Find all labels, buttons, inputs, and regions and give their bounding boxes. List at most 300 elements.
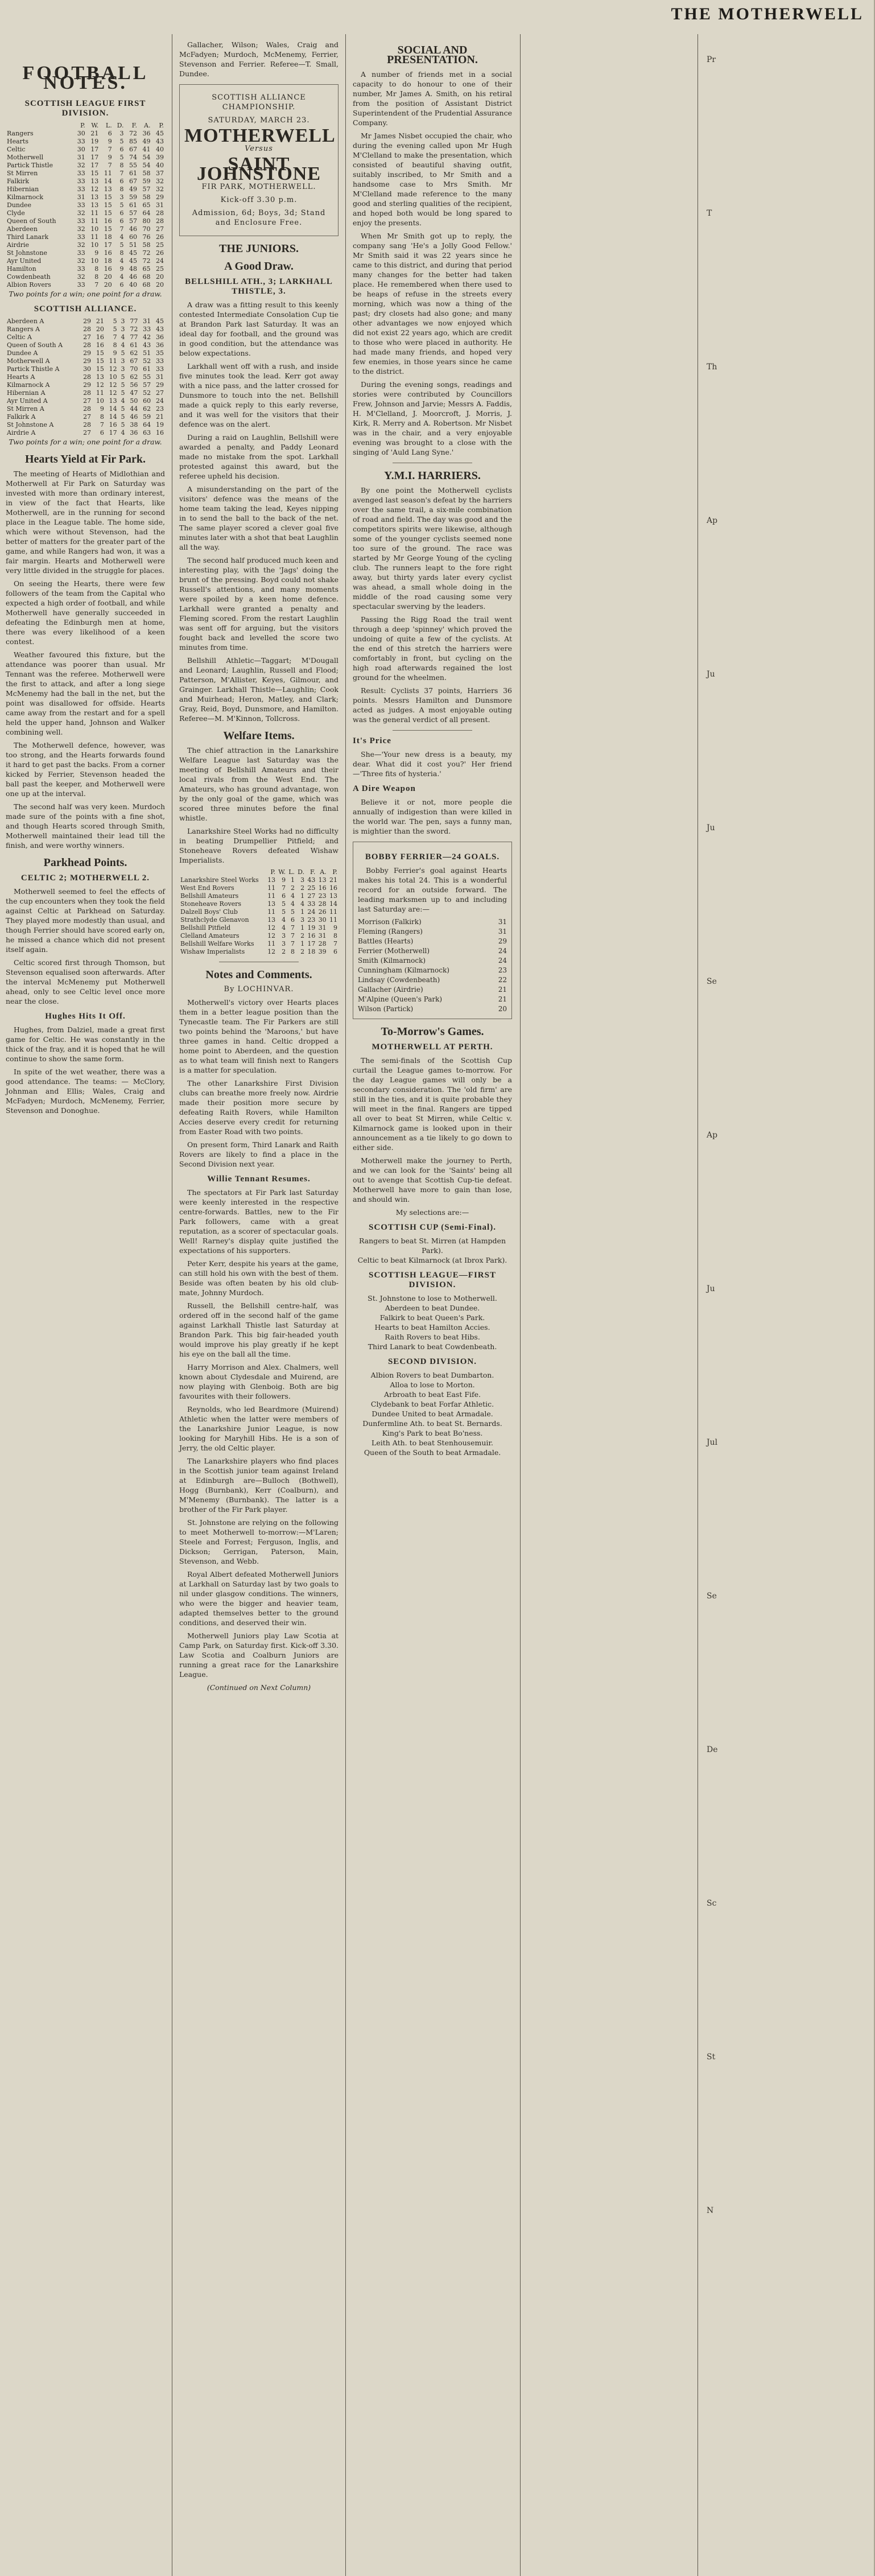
table-header-cell: D. bbox=[117, 122, 124, 129]
scorer-row bbox=[358, 1004, 507, 1014]
selection-line: Rangers to beat St. Mirren (at Hampden Park). bbox=[358, 1237, 506, 1255]
table-cell: 29 bbox=[156, 381, 164, 389]
table-cell: 80 bbox=[142, 217, 151, 225]
table-row bbox=[6, 389, 165, 397]
paragraph: St. Johnstone are relying on the following to meet Motherwell to-morrow:—M'Laren; Steele and Forrest; Ferguson, Inglis, and Dickson; Gerrigan, Paterson, Main, Stevenson, and Webb. bbox=[179, 1518, 339, 1565]
table-cell: 18 bbox=[104, 257, 112, 265]
tennant-heading: Willie Tennant Resumes. bbox=[207, 1174, 311, 1184]
table-cell: 61 bbox=[129, 170, 137, 177]
table-cell: 16 bbox=[104, 249, 112, 257]
table-cell: 62 bbox=[130, 373, 138, 381]
table-row bbox=[6, 357, 165, 365]
table-cell: 8 bbox=[100, 413, 104, 421]
alliance-table bbox=[6, 318, 165, 437]
table-cell: 29 bbox=[83, 318, 92, 325]
table-cell: 8 bbox=[94, 273, 99, 281]
table-cell: St Johnstone A bbox=[7, 421, 54, 428]
table-cell: 36 bbox=[142, 130, 151, 137]
table-cell: 43 bbox=[307, 876, 316, 884]
paragraph: The chief attraction in the Lanarkshire Welfare League last Saturday was the meeting of Bellshill Amateurs and their local rivals from the West End. The Amateurs, who has ground advantage, won by the only goal of the game, which was scored three minutes before the final whistle. bbox=[179, 746, 339, 822]
table-cell: 57 bbox=[129, 217, 137, 225]
scorer-name: Fleming (Rangers) bbox=[358, 928, 423, 935]
table-cell: 19 bbox=[307, 924, 316, 932]
table-cell: 33 bbox=[77, 201, 85, 209]
table-cell: 19 bbox=[90, 138, 99, 145]
column-rule bbox=[697, 34, 698, 2576]
table-cell: 33 bbox=[77, 170, 85, 177]
paragraph: A draw was a fitting result to this keenly contested Intermediate Consolation Cup tie at Brandon Park last Saturday. It was an ideal day for football, and the ground was in good condition, but the attendance was below expectations. bbox=[179, 300, 339, 357]
table-cell: 7 bbox=[108, 162, 112, 169]
alliance-points-note: Two points for a win; one point for a draw. bbox=[9, 438, 162, 446]
quip1-text: She—'Your new dress is a beauty, my dear. What did it cost you?' Her friend—'Three fits of hysteria.' bbox=[353, 750, 512, 778]
table-cell: 26 bbox=[318, 908, 327, 916]
scorer-goals: 29 bbox=[498, 937, 507, 945]
table-cell: 28 bbox=[83, 341, 92, 349]
scorer-row bbox=[358, 927, 507, 937]
table-row bbox=[6, 138, 165, 146]
table-cell: 24 bbox=[307, 908, 316, 916]
scorer-name: M'Alpine (Queen's Park) bbox=[358, 995, 443, 1003]
continued-note: (Continued on Next Column) bbox=[207, 1683, 311, 1692]
social-body bbox=[353, 69, 512, 457]
table-row bbox=[6, 405, 165, 413]
table-cell: 6 bbox=[119, 146, 124, 153]
table-row bbox=[6, 349, 165, 357]
table-cell: 11 bbox=[104, 170, 112, 177]
table-cell: 32 bbox=[77, 257, 85, 265]
table-row bbox=[6, 217, 165, 225]
table-cell: 29 bbox=[83, 357, 92, 365]
table-cell: 9 bbox=[108, 138, 112, 145]
table-cell: Celtic A bbox=[7, 333, 32, 341]
table-cell: 33 bbox=[307, 900, 316, 908]
margin-fragment: Se bbox=[707, 1592, 717, 1601]
table-cell: 40 bbox=[156, 146, 164, 153]
table-cell: 14 bbox=[109, 413, 117, 421]
table-cell: 11 bbox=[96, 389, 104, 397]
table-row bbox=[6, 381, 165, 389]
table-cell: 28 bbox=[318, 900, 327, 908]
parkhead-points-body bbox=[6, 887, 165, 1006]
paragraph: A misunderstanding on the part of the visitors' defence was the means of the home team taking the lead, Keyes nipping in to send the ball to the back of the net. The same player scored a clever goal five minutes later with a shot that beat Laughlin all the way. bbox=[179, 485, 339, 551]
away-team: SAINT JOHNSTONE bbox=[196, 154, 321, 184]
table-cell: 17 bbox=[104, 241, 112, 249]
table-cell: 13 bbox=[104, 186, 112, 193]
admission-prices: Admission, 6d; Boys, 3d; Stand and Enclosure Free. bbox=[192, 209, 326, 227]
table-cell: 10 bbox=[90, 257, 99, 265]
table-cell: 43 bbox=[156, 325, 164, 333]
table-header-cell: F. bbox=[131, 122, 137, 129]
quip2-text: Believe it or not, more people die annually of indigestion than were killed in the world war. The pen, says a funny man, is mightier than the sword. bbox=[353, 798, 512, 835]
paragraph: Lanarkshire Steel Works had no difficulty in beating Drumpellier Pitfield; and Stoneheave Rovers defeated Wishaw Imperialists. bbox=[179, 827, 339, 864]
table-cell: Ayr United A bbox=[7, 397, 48, 405]
table-cell: 31 bbox=[156, 201, 164, 209]
table-cell: 6 bbox=[291, 916, 295, 924]
table-cell: 17 bbox=[109, 429, 117, 436]
table-cell: 32 bbox=[156, 186, 164, 193]
table-cell: 7 bbox=[119, 225, 124, 233]
table-cell: Aberdeen bbox=[7, 225, 38, 233]
table-cell: St Mirren bbox=[7, 170, 38, 177]
table-cell: 57 bbox=[129, 209, 137, 217]
table-cell: 30 bbox=[83, 365, 92, 373]
table-cell: Hearts bbox=[7, 138, 28, 145]
scorer-name: Smith (Kilmarnock) bbox=[358, 957, 426, 965]
table-row bbox=[6, 146, 165, 154]
table-cell: 45 bbox=[156, 318, 164, 325]
selection-line: Hearts to beat Hamilton Accies. bbox=[374, 1323, 490, 1332]
table-cell: 6 bbox=[119, 281, 124, 288]
table-cell: 70 bbox=[142, 225, 151, 233]
table-cell: 23 bbox=[307, 916, 316, 924]
table-cell: 46 bbox=[129, 273, 137, 281]
table-cell: Albion Rovers bbox=[7, 281, 51, 288]
table-cell: 67 bbox=[129, 178, 137, 185]
paragraph: Motherwell Juniors play Law Scotia at Camp Park, on Saturday first. Kick-off 3.30. Law Scotia and Coalburn Juniors are running a great race for the Lanarkshire League. bbox=[179, 1631, 339, 1679]
table-cell: 31 bbox=[143, 318, 151, 325]
table-cell: 11 bbox=[90, 233, 99, 241]
table-cell: Falkirk bbox=[7, 178, 30, 185]
ymi-harriers-title: Y.M.I. HARRIERS. bbox=[384, 469, 481, 482]
table-row bbox=[179, 876, 339, 884]
table-cell: 13 bbox=[90, 201, 99, 209]
table-cell: 7 bbox=[333, 940, 337, 947]
table-cell: 20 bbox=[156, 281, 164, 288]
table-cell: 67 bbox=[129, 146, 137, 153]
table-cell: 20 bbox=[156, 273, 164, 281]
margin-fragment: St bbox=[707, 2052, 716, 2062]
table-cell: 27 bbox=[307, 892, 316, 900]
lineup-text: Gallacher, Wilson; Wales, Craig and McFadyen; Murdoch, McMenemy, Ferrier, Stevenson and Ferrier. Referee—T. Small, Dundee. bbox=[179, 40, 339, 78]
table-cell: 16 bbox=[156, 429, 164, 436]
table-cell: 72 bbox=[142, 257, 151, 265]
margin-fragment: Ju bbox=[707, 823, 715, 832]
paragraph: Celtic scored first through Thomson, but Stevenson equalised soon afterwards. After the interval McMenemy put Motherwell ahead, only to see Celtic level once more near the close. bbox=[6, 958, 165, 1005]
table-cell: 7 bbox=[108, 146, 112, 153]
scorer-row bbox=[358, 946, 507, 956]
table-cell: 16 bbox=[307, 932, 316, 939]
table-cell: 11 bbox=[109, 357, 117, 365]
selection-line: Falkirk to beat Queen's Park. bbox=[379, 1313, 485, 1322]
table-cell: 30 bbox=[318, 916, 327, 924]
table-cell: 17 bbox=[307, 940, 316, 947]
table-cell: 4 bbox=[121, 333, 125, 341]
table-cell: 14 bbox=[329, 900, 337, 908]
scorers-list bbox=[358, 917, 507, 1014]
table-cell: 32 bbox=[77, 273, 85, 281]
social-presentation-title: SOCIAL AND PRESENTATION. bbox=[387, 44, 478, 66]
table-cell: 33 bbox=[77, 249, 85, 257]
table-cell: 15 bbox=[104, 193, 112, 201]
paragraph: The meeting of Hearts of Midlothian and Motherwell at Fir Park on Saturday was invested with more than ordinary interest, in view of the fact that Hearts, like Motherwell, are in the running for second place in the League table. The home side, which were without Stevenson, had the better of matters for the greater part of the game, and while Rangers had won, it was a fair margin. Hearts and Motherwell were very little divided in the struggle for places. bbox=[6, 469, 165, 575]
welfare-table bbox=[179, 868, 339, 956]
paragraph: A number of friends met in a social capacity to do honour to one of their number, Mr James A. Smith, on his retiral from the position of Assistant District Superintendent of the Prudential Assurance Company. bbox=[353, 70, 512, 127]
notes-comments-title: Notes and Comments. bbox=[205, 968, 312, 981]
table-cell: 24 bbox=[156, 257, 164, 265]
table-cell: 16 bbox=[318, 884, 327, 892]
table-row bbox=[6, 265, 165, 273]
table-cell: 62 bbox=[143, 405, 151, 413]
table-row bbox=[6, 241, 165, 249]
table-cell: 45 bbox=[156, 130, 164, 137]
table-cell: 12 bbox=[109, 389, 117, 397]
table-header-cell: L. bbox=[105, 122, 112, 129]
table-cell: 20 bbox=[104, 273, 112, 281]
table-cell: 5 bbox=[282, 900, 286, 908]
table-cell: 59 bbox=[143, 413, 151, 421]
selection-line: St. Johnstone to lose to Motherwell. bbox=[368, 1294, 497, 1303]
table-cell: 31 bbox=[156, 373, 164, 381]
table-cell: Falkirk A bbox=[7, 413, 36, 421]
table-cell: 11 bbox=[267, 940, 276, 947]
selection-line: Aberdeen to beat Dundee. bbox=[385, 1304, 480, 1312]
margin-fragments bbox=[707, 28, 869, 2219]
table-cell: 4 bbox=[119, 233, 124, 241]
table-cell: 8 bbox=[113, 341, 117, 349]
table-cell: 5 bbox=[119, 201, 124, 209]
scorer-name: Lindsay (Cowdenbeath) bbox=[358, 976, 440, 984]
table-cell: 1 bbox=[291, 876, 295, 884]
selections-intro: My selections are:— bbox=[395, 1208, 469, 1217]
paragraph: Royal Albert defeated Motherwell Juniors at Larkhall on Saturday last by two goals to nil under glasgow conditions. The winners, who were the bigger and heavier team, adapted themselves better to the ground conditions, and deserved their win. bbox=[179, 1570, 339, 1627]
table-cell: West End Rovers bbox=[180, 884, 234, 892]
table-cell: 5 bbox=[121, 413, 125, 421]
table-cell: 7 bbox=[94, 281, 99, 288]
table-row bbox=[6, 201, 165, 209]
table-cell: 27 bbox=[83, 429, 92, 436]
table-cell: 29 bbox=[156, 193, 164, 201]
table-cell: 15 bbox=[96, 357, 104, 365]
table-cell: 45 bbox=[129, 249, 137, 257]
table-row bbox=[6, 130, 165, 138]
table-cell: 74 bbox=[129, 154, 137, 161]
table-cell: 4 bbox=[291, 900, 295, 908]
table-cell: 33 bbox=[77, 178, 85, 185]
table-cell: 9 bbox=[100, 405, 104, 413]
perth-heading: MOTHERWELL AT PERTH. bbox=[372, 1042, 493, 1052]
selection-line: Albion Rovers to beat Dumbarton. bbox=[370, 1371, 494, 1379]
table-cell: Motherwell A bbox=[7, 357, 50, 365]
table-cell: 16 bbox=[96, 341, 104, 349]
table-cell: 5 bbox=[291, 908, 295, 916]
juniors-title: THE JUNIORS. bbox=[218, 242, 299, 255]
table-row bbox=[179, 932, 339, 940]
table-cell: 13 bbox=[96, 373, 104, 381]
table-cell: 7 bbox=[291, 932, 295, 939]
fixture-date: SATURDAY, MARCH 23. bbox=[208, 116, 310, 125]
table-cell: 30 bbox=[77, 146, 85, 153]
table-cell: 54 bbox=[142, 162, 151, 169]
table-header-cell: P. bbox=[159, 122, 164, 129]
table-cell: Third Lanark bbox=[7, 233, 49, 241]
table-cell: 21 bbox=[329, 876, 337, 884]
cup-selections bbox=[353, 1236, 512, 1265]
table-cell: 58 bbox=[142, 241, 151, 249]
column-rule bbox=[345, 34, 346, 2576]
table-cell: 9 bbox=[282, 876, 286, 884]
table-cell: 6 bbox=[119, 178, 124, 185]
table-cell: 27 bbox=[83, 333, 92, 341]
notes-byline: By LOCHINVAR. bbox=[224, 985, 294, 994]
table-cell: 16 bbox=[104, 217, 112, 225]
notes-body bbox=[179, 998, 339, 1169]
scorer-goals: 31 bbox=[498, 928, 507, 935]
table-row bbox=[179, 892, 339, 900]
table-cell: 24 bbox=[156, 397, 164, 405]
table-row bbox=[6, 325, 165, 333]
table-cell: 16 bbox=[96, 333, 104, 341]
table-cell: 47 bbox=[130, 389, 138, 397]
ferrier-box bbox=[353, 842, 512, 1019]
table-cell: 13 bbox=[329, 892, 337, 900]
hearts-yield-title: Hearts Yield at Fir Park. bbox=[25, 453, 146, 465]
table-cell: 48 bbox=[129, 265, 137, 273]
second-division-selections bbox=[353, 1370, 512, 1457]
table-cell: 65 bbox=[142, 201, 151, 209]
table-cell: 25 bbox=[156, 265, 164, 273]
table-cell: 36 bbox=[156, 341, 164, 349]
table-cell: Hamilton bbox=[7, 265, 36, 273]
table-cell: 12 bbox=[90, 186, 99, 193]
table-cell: Ayr United bbox=[7, 257, 42, 265]
table-row bbox=[179, 940, 339, 948]
table-cell: St Johnstone bbox=[7, 249, 47, 257]
table-cell: 45 bbox=[129, 257, 137, 265]
table-cell: 70 bbox=[130, 365, 138, 373]
table-cell: 29 bbox=[83, 381, 92, 389]
table-cell: 42 bbox=[143, 333, 151, 341]
table-header-cell: F. bbox=[309, 868, 316, 876]
margin-fragment: T bbox=[707, 209, 712, 218]
margin-fragment: De bbox=[707, 1745, 718, 1754]
table-cell: 46 bbox=[130, 413, 138, 421]
table-cell: 11 bbox=[267, 908, 276, 916]
table-cell: 68 bbox=[142, 273, 151, 281]
table-cell: 4 bbox=[121, 341, 125, 349]
table-cell: 40 bbox=[156, 162, 164, 169]
paragraph: Mr James Nisbet occupied the chair, who during the evening called upon Mr Hugh M'Clelland to make the presentation, which consisted of beautiful shaving outfit, suitably inscribed, to Mr Smith and a handsome case to Mrs Smith. Mr M'Clelland made reference to the many good and sterling qualities of the recipient, and hoped both would be long spared to enjoy the presents. bbox=[353, 131, 512, 227]
table-cell: 33 bbox=[156, 357, 164, 365]
table-cell: 4 bbox=[121, 397, 125, 405]
table-cell: 9 bbox=[94, 249, 99, 257]
table-cell: 21 bbox=[96, 318, 104, 325]
ferrier-heading: BOBBY FERRIER—24 GOALS. bbox=[365, 852, 500, 862]
table-cell: 16 bbox=[104, 265, 112, 273]
table-cell: 5 bbox=[282, 908, 286, 916]
table-header-cell: W. bbox=[278, 868, 286, 876]
football-notes-title: FOOTBALL NOTES. bbox=[22, 63, 148, 93]
table-row bbox=[6, 209, 165, 217]
table-cell: 11 bbox=[329, 916, 337, 924]
scorer-name: Wilson (Partick) bbox=[358, 1005, 414, 1013]
draw-teams: Bellshill Athletic—Taggart; M'Dougall and Leonard; Laughlin, Russell and Flood; Patterson, M'Allister, Keyes, Gilmour, and Grainger. Larkhall Thistle—Laughlin; Cook and Muirhead; Heron, Matley, and Clark; Gray, Reid, Boyd, Dunsmore, and Hamilton. Referee—M. M'Kinnon, Tollcross. bbox=[179, 656, 339, 723]
table-row bbox=[179, 924, 339, 932]
table-cell: 13 bbox=[267, 876, 276, 884]
table-cell: Aberdeen A bbox=[7, 318, 44, 325]
table-row bbox=[6, 333, 165, 341]
table-cell: 1 bbox=[300, 924, 305, 932]
table-cell: 15 bbox=[90, 170, 99, 177]
table-cell: 4 bbox=[121, 429, 125, 436]
table-cell: 44 bbox=[130, 405, 138, 413]
scorer-goals: 21 bbox=[498, 995, 507, 1003]
tomorrows-games-title: To-Morrow's Games. bbox=[381, 1025, 484, 1038]
table-cell: 27 bbox=[156, 389, 164, 397]
table-cell: 8 bbox=[291, 948, 295, 955]
table-cell: 7 bbox=[100, 421, 104, 428]
table-cell: 4 bbox=[119, 257, 124, 265]
table-cell: 49 bbox=[129, 186, 137, 193]
table-cell: 9 bbox=[113, 349, 117, 357]
table-cell: 17 bbox=[90, 146, 99, 153]
table-row bbox=[6, 281, 165, 289]
scorer-row bbox=[358, 966, 507, 975]
venue: FIR PARK, MOTHERWELL. bbox=[201, 183, 316, 191]
table-cell: 72 bbox=[129, 130, 137, 137]
paragraph: Harry Morrison and Alex. Chalmers, well known about Clydesdale and Muirend, are now playing with Glenboig. Both are big favourites with their followers. bbox=[179, 1363, 339, 1400]
table-cell: 7 bbox=[119, 170, 124, 177]
table-header-cell bbox=[6, 122, 73, 130]
scorer-goals: 23 bbox=[498, 966, 507, 974]
table-cell: Rangers bbox=[7, 130, 34, 137]
table-cell: 63 bbox=[143, 429, 151, 436]
table-cell: 1 bbox=[300, 940, 305, 947]
table-cell: 13 bbox=[90, 178, 99, 185]
table-cell: 65 bbox=[142, 265, 151, 273]
table-cell: Stoneheave Rovers bbox=[180, 900, 242, 908]
table-cell: 50 bbox=[130, 397, 138, 405]
table-cell: 3 bbox=[121, 357, 125, 365]
table-cell: 43 bbox=[143, 341, 151, 349]
table-cell: 13 bbox=[318, 876, 327, 884]
alliance-table-heading: SCOTTISH ALLIANCE. bbox=[34, 304, 137, 314]
table-cell: Bellshill Amateurs bbox=[180, 892, 239, 900]
column-partial bbox=[522, 28, 534, 2576]
paragraph: Larkhall went off with a rush, and inside five minutes took the lead. Kerr got away with a nice pass, and the latter crossed for Dunsmore to touch into the net. Bellshill made a quick reply to this early reverse, and it was well for the visitors that their defence was on the alert. bbox=[179, 362, 339, 428]
table-cell: 2 bbox=[300, 884, 305, 892]
table-cell: 23 bbox=[318, 892, 327, 900]
table-cell: 6 bbox=[108, 130, 112, 137]
margin-fragment: Sc bbox=[707, 1899, 717, 1908]
paragraph: During a raid on Laughlin, Bellshill were awarded a penalty, and Paddy Leonard made no mistake from the spot. Larkhall protested against this award, but the referee upheld his decision. bbox=[179, 433, 339, 480]
parkhead-points-title: Parkhead Points. bbox=[43, 856, 127, 869]
table-cell: 61 bbox=[129, 201, 137, 209]
table-cell: 4 bbox=[119, 273, 124, 281]
table-cell: 10 bbox=[96, 397, 104, 405]
table-cell: 10 bbox=[109, 373, 117, 381]
table-cell: 13 bbox=[267, 900, 276, 908]
table-cell: 4 bbox=[300, 900, 305, 908]
table-cell: 55 bbox=[143, 373, 151, 381]
league-selections-heading: SCOTTISH LEAGUE—FIRST DIVISION. bbox=[369, 1271, 496, 1289]
paragraph: Motherwell seemed to feel the effects of the cup encounters when they took the field against Celtic at Parkhead on Saturday. They played more modestly than usual, and though Ferrier should have scored early on, he missed a chance which did not present itself again. bbox=[6, 887, 165, 954]
selection-line: King's Park to beat Bo'ness. bbox=[382, 1429, 483, 1437]
table-cell: 39 bbox=[318, 948, 327, 955]
table-cell: 60 bbox=[129, 233, 137, 241]
table-cell: 26 bbox=[156, 249, 164, 257]
quip2-heading: A Dire Weapon bbox=[353, 784, 416, 793]
table-row bbox=[6, 178, 165, 186]
table-cell: 5 bbox=[121, 349, 125, 357]
table-cell: 62 bbox=[130, 349, 138, 357]
margin-fragment: Th bbox=[707, 362, 717, 372]
table-cell: 5 bbox=[113, 318, 117, 325]
column-football-notes bbox=[0, 28, 171, 2576]
table-cell: 49 bbox=[142, 138, 151, 145]
table-cell: 41 bbox=[142, 146, 151, 153]
column-margin-fragments bbox=[701, 28, 875, 2576]
paragraph: The second half was very keen. Murdoch made sure of the points with a fine shot, and though Hearts scored through Smith, Motherwell maintained their lead till the finish, and were worthy winners. bbox=[6, 802, 165, 850]
